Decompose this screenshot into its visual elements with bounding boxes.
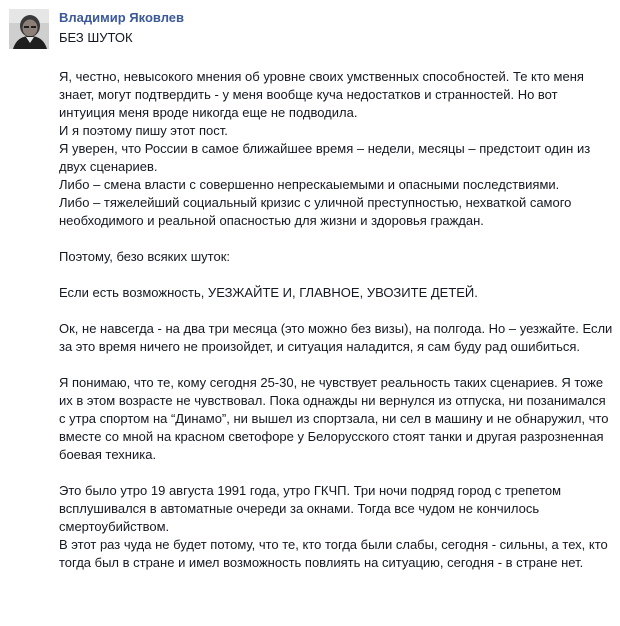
post-paragraph: Поэтому, безо всяких шуток: <box>59 249 230 264</box>
post-paragraph: Ок, не навсегда - на два три месяца (это можно без визы), на полгода. Но – уезжайте. Если за это время ничего не произойдет, и ситуация наладится, я сам буду рад ошибиться. <box>59 321 613 354</box>
author-name-link[interactable]: Владимир Яковлев <box>59 10 185 25</box>
post-body <box>59 68 615 572</box>
avatar-photo-icon <box>9 9 49 49</box>
post-paragraph: Я, честно, невысокого мнения об уровне своих умственных способностей. Те кто меня знает, могут подтвердить - у меня вообще куча недостатков и странностей. Но вот интуиция меня вроде никогда еще не подводила. И я поэтому пишу этот пост. Я уверен, что России в самое ближайшее время – недели, месяцы – предстоит один из двух сценариев. Либо – смена власти с совершенно непрескаыемыми и опасными последствиями. Либо – тяжелейший социальный кризис с уличной преступностью, нехваткой самого необходимого и реальной опасностью для жизни и здоровья граждан. <box>59 69 591 228</box>
post-paragraph: Я понимаю, что те, кому сегодня 25-30, не чувствует реальность таких сценариев. Я тоже их в этом возрасте не чувствовал. Пока однажды ни вернулся из отпуска, ни позанимался с утра спортом на “Динамо”, ни вышел из спортзала, ни сел в машину и не обнаружил, что вместе со мной на красном светофоре у Белорусского стоят танки и другая разрозненная боевая техника. <box>59 375 609 462</box>
author-avatar[interactable] <box>9 9 49 49</box>
post-title: БЕЗ ШУТОК <box>59 30 133 45</box>
post-paragraph: Это было утро 19 августа 1991 года, утро ГКЧП. Три ночи подряд город с трепетом всплушивался в автоматные очереди за окнами. Тогда все чудом не кончилось смертоубийством. В этот раз чуда не будет потому, что те, кто тогда были слабы, сегодня - сильны, а тех, кто тогда был в стране и имел возможность повлиять на ситуацию, сегодня - в стране нет. <box>59 483 608 570</box>
post-paragraph: Если есть возможность, УЕЗЖАЙТЕ И, ГЛАВНОЕ, УВОЗИТЕ ДЕТЕЙ. <box>59 285 478 300</box>
